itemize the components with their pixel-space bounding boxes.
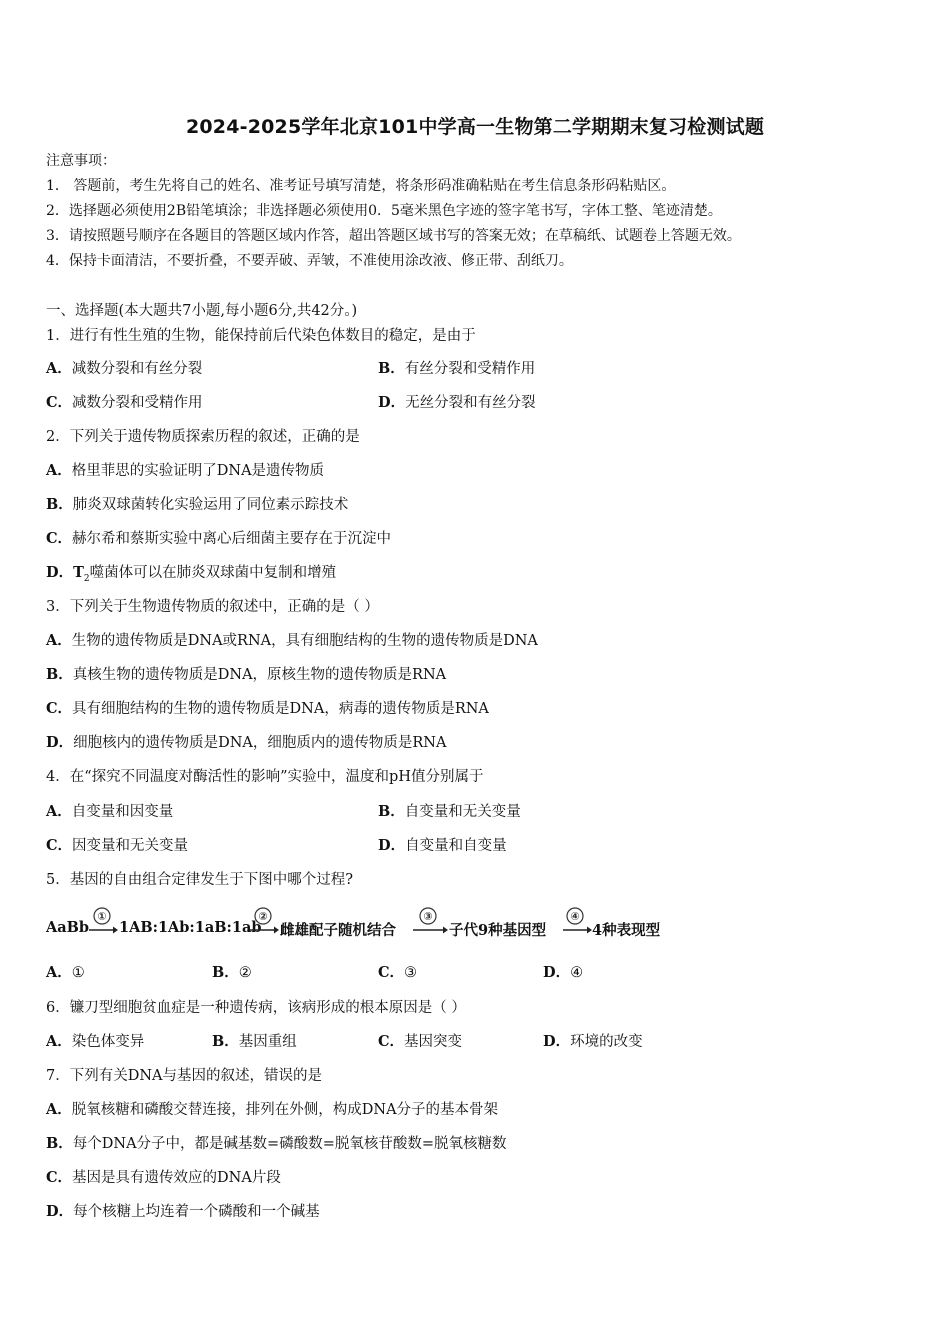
option-text-subscript: 2: [83, 573, 90, 584]
option-text: 环境的改变: [570, 1034, 643, 1050]
option-text: 自变量和自变量: [405, 838, 507, 854]
option-label: B．: [378, 360, 405, 377]
diagram-step-genotype: AaBb: [46, 919, 90, 936]
question-stem: 4．在“探究不同温度对酶活性的影响”实验中，温度和pH值分别属于: [46, 769, 484, 785]
question-stem: 1．进行有性生殖的生物，能保持前后代染色体数目的稳定，是由于: [46, 328, 476, 344]
option-text: 基因是具有遗传效应的DNA片段: [72, 1170, 281, 1186]
option-text-prefix: T: [73, 564, 84, 581]
option-text: 赫尔希和蔡斯实验中离心后细菌主要存在于沉淀中: [72, 531, 392, 547]
question-stem: 5．基因的自由组合定律发生于下图中哪个过程?: [46, 872, 353, 888]
option-text: 因变量和无关变量: [72, 838, 189, 854]
option-text: ④: [570, 965, 584, 981]
option-c: [46, 529, 391, 549]
option-label: B．: [212, 964, 239, 981]
option-label: C．: [46, 530, 73, 547]
option-text: 基因突变: [404, 1034, 463, 1050]
option-text: 基因重组: [238, 1034, 297, 1050]
option-c: [46, 836, 188, 856]
option-b: [46, 1134, 507, 1154]
section-heading: 一、选择题(本大题共7小题,每小题6分,共42分。): [46, 303, 358, 319]
option-text: 每个DNA分子中，都是碱基数=磷酸数=脱氧核苷酸数=脱氧核糖数: [72, 1136, 507, 1152]
arrow-icon: [88, 907, 118, 943]
option-label: D．: [46, 1203, 74, 1220]
option-d: [46, 1202, 320, 1222]
option-text: 真核生物的遗传物质是DNA，原核生物的遗传物质是RNA: [72, 667, 447, 683]
option-label: A．: [46, 964, 72, 981]
option-text: 减数分裂和有丝分裂: [71, 361, 203, 377]
option-a: [46, 631, 538, 651]
option-b: [46, 665, 446, 685]
option-d: [46, 733, 446, 753]
option-label: D．: [543, 964, 571, 981]
option-text: 无丝分裂和有丝分裂: [405, 395, 536, 411]
option-label: C．: [46, 1169, 73, 1186]
diagram-step-genotypes: 子代9种基因型: [449, 922, 547, 939]
question-stem: 2．下列关于遗传物质探索历程的叙述，正确的是: [46, 429, 360, 445]
option-label: C．: [378, 964, 405, 981]
option-label: D．: [543, 1033, 571, 1050]
option-label: D．: [378, 394, 406, 411]
option-label: C．: [46, 837, 73, 854]
option-text: 肺炎双球菌转化实验运用了同位素示踪技术: [72, 497, 349, 513]
option-text: 减数分裂和受精作用: [72, 395, 203, 411]
option-b: [378, 359, 535, 379]
option-c: [46, 393, 203, 413]
option-label: B．: [46, 666, 73, 683]
option-text: ①: [71, 965, 85, 981]
option-a: [46, 963, 85, 983]
option-b: [46, 495, 348, 515]
question-stem: 3．下列关于生物遗传物质的叙述中，正确的是（ ）: [46, 599, 379, 615]
option-label: C．: [46, 700, 73, 717]
option-b: [212, 963, 252, 983]
option-b: [378, 802, 521, 822]
notice-item: 2．选择题必须使用2B铅笔填涂；非选择题必须使用0．5毫米黑色字迹的签字笔书写，字体工整、笔迹清楚。: [46, 203, 722, 219]
option-a: [46, 461, 324, 481]
notice-item: 1． 答题前，考生先将自己的姓名、准考证号填写清楚，将条形码准确粘贴在考生信息条形码粘贴区。: [46, 178, 676, 194]
diagram-step-phenotypes: 4种表现型: [592, 922, 661, 939]
option-label: C．: [378, 1033, 405, 1050]
option-c: [46, 699, 489, 719]
step-mark: ④: [570, 910, 580, 923]
diagram-step-gametes: 1AB:1Ab:1aB:1ab: [119, 919, 262, 936]
option-label: D．: [46, 734, 74, 751]
option-a: [46, 802, 173, 822]
option-d: [543, 1032, 643, 1052]
option-text: 具有细胞结构的生物的遗传物质是DNA，病毒的遗传物质是RNA: [72, 701, 489, 717]
step-mark: ②: [258, 910, 268, 923]
option-label: B．: [212, 1033, 239, 1050]
arrow-icon: [249, 907, 279, 943]
option-label: B．: [46, 1135, 73, 1152]
option-label: D．: [378, 837, 406, 854]
option-text: 噬菌体可以在肺炎双球菌中复制和增殖: [89, 565, 337, 581]
option-label: C．: [46, 394, 73, 411]
option-a: [46, 1032, 144, 1052]
option-b: [212, 1032, 297, 1052]
option-text: 染色体变异: [71, 1034, 145, 1050]
option-label: A．: [46, 462, 72, 479]
option-label: A．: [46, 803, 72, 820]
step-mark: ①: [97, 910, 107, 923]
option-c: [378, 1032, 462, 1052]
option-a: [46, 359, 202, 379]
option-text: ②: [238, 965, 252, 981]
question-stem: 6．镰刀型细胞贫血症是一种遗传病，该病形成的根本原因是（ ）: [46, 1000, 466, 1016]
option-text: 生物的遗传物质是DNA或RNA，具有细胞结构的生物的遗传物质是DNA: [71, 633, 538, 649]
option-label: A．: [46, 632, 72, 649]
step-mark: ③: [423, 910, 433, 923]
option-label: B．: [378, 803, 405, 820]
option-c: [46, 1168, 281, 1188]
option-label: A．: [46, 1101, 72, 1118]
arrow-icon: [412, 907, 448, 943]
option-d: [378, 393, 536, 413]
diagram-step-fertilization: 雌雄配子随机结合: [280, 922, 396, 939]
question-stem: 7．下列有关DNA与基因的叙述，错误的是: [46, 1068, 323, 1084]
notice-heading: 注意事项：: [46, 153, 116, 169]
option-label: D．: [46, 564, 74, 581]
option-label: A．: [46, 1033, 72, 1050]
arrow-icon: [562, 907, 592, 943]
option-text: 有丝分裂和受精作用: [404, 361, 536, 377]
notice-item: 3．请按照题号顺序在各题目的答题区域内作答，超出答题区域书写的答案无效；在草稿纸、试题卷上答题无效。: [46, 228, 741, 244]
option-text: 细胞核内的遗传物质是DNA，细胞质内的遗传物质是RNA: [73, 735, 447, 751]
option-text: 自变量和因变量: [71, 804, 174, 820]
option-d: [378, 836, 507, 856]
option-a: [46, 1100, 498, 1120]
process-diagram: [46, 905, 746, 949]
option-d: [46, 563, 336, 589]
page-title: 2024-2025学年北京101中学高一生物第二学期期末复习检测试题: [185, 116, 765, 138]
option-text: 格里菲思的实验证明了DNA是遗传物质: [71, 463, 325, 479]
notice-item: 4．保持卡面清洁，不要折叠，不要弄破、弄皱，不准使用涂改液、修正带、刮纸刀。: [46, 253, 573, 269]
option-text: ③: [404, 965, 418, 981]
option-label: B．: [46, 496, 73, 513]
option-d: [543, 963, 583, 983]
option-text: 自变量和无关变量: [404, 804, 521, 820]
option-text: 脱氧核糖和磷酸交替连接，排列在外侧，构成DNA分子的基本骨架: [71, 1102, 499, 1118]
option-text: 每个核糖上均连着一个磷酸和一个碱基: [73, 1204, 320, 1220]
option-c: [378, 963, 417, 983]
option-label: A．: [46, 360, 72, 377]
